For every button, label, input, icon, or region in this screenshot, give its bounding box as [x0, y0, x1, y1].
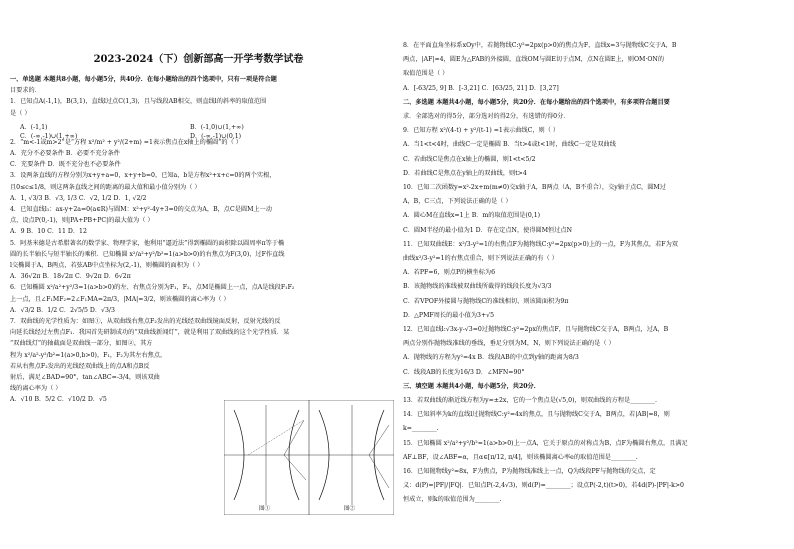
left-text-line: 1．已知点A(-1,1)，B(3,1)，直线l过点C(1,3)，且与线段AB相交，则直线l的斜率的取值范围: [10, 98, 267, 106]
exam-title: 2023-2024（下）创新部高一开学考数学试卷: [93, 54, 304, 65]
left-text-line: A．36√2π B．18√2π C．9√2π D．6√2π: [10, 273, 131, 281]
left-text-line: 点，设点P(0,-1)，则|PA+PB+PC|的最大值为（ ）: [10, 217, 154, 225]
left-text-line: 4．已知直线l₁：ax-y+2a=0(a∈R)与圆M：x²+y²-4y+3=0的交点为A，B，点C是圆M上一动: [10, 206, 272, 213]
right-text-line: A．圆心M在直线x=1上 B．m的取值范围是(0,1): [403, 212, 541, 220]
right-text-line: 11．已知双曲线E：x²/3-y²=1的右焦点F为抛物线C:y²=2px(p>0)上的一点，F为其焦点，若F为双: [403, 240, 678, 248]
left-text-line: 圆的长半轴长与短半轴长的乘积．已知椭圆 x²/a²+y²/b²=1(a>b>0)的右焦点为F(3,0)，过F作直线: [10, 250, 285, 258]
right-text-line: 10．已知二次函数y=x²-2x+m(m≠0)交x轴于A，B两点（A，B不重合），交y轴于点C，圆M过: [403, 184, 666, 191]
left-text-line: 是（ ）: [10, 109, 31, 117]
right-text-line: 两点分别作抛物线准线的垂线，垂足分别为M，N，则下列说法正确的是（ ）: [403, 340, 615, 348]
right-text-line: C．若曲线C是焦点在x轴上的椭圆，则1<t<5/2: [403, 155, 536, 163]
right-text-line: 16．已知抛物线y²=8x，F为焦点，P为抛物线准线上一点，Q为线段PF与抛物线的交点，定: [403, 468, 656, 475]
right-text-line: 12．已知直线l:√3x-y-√3=0过抛物线C:y²=2px的焦点F，且与抛物线C交于A，B两点，过A，B: [403, 326, 669, 333]
right-text-line: 13．若双曲线的渐近线方程为y=±2x，它的一个焦点是(√5,0)，则双曲线的方程是________.: [403, 397, 657, 404]
figure-1-label: 图①: [259, 506, 271, 512]
left-text-line: 上一点，且∠F₁MF₂=2∠F₁MA=2π/3，|MA|=3/2，则该椭圆的离心率为（ ）: [10, 295, 230, 303]
q1-option-b: B．(-1,0)∪(1,+∞): [190, 124, 244, 131]
right-text-line: A．当1<t<4时，曲线C一定是椭圆 B．当t>4或t<1时，曲线C一定是双曲线: [403, 141, 616, 149]
right-text-line: 15．已知椭圆 x²/a²+y²/b²=1(a>b>0)上一点A，它关于原点的对称点为B，点F为椭圆右焦点，且满足: [403, 439, 688, 447]
left-text-line: 程为 x²/a²-y²/b²=1(a>0,b>0)，F₁，F₂为其左右焦点，: [10, 351, 167, 359]
right-text-line: A，B，C三点，下列说法正确的是（ ）: [403, 198, 512, 206]
left-text-line: “双曲线灯”的轴截面是双曲线一部分，如图②，其方: [10, 340, 153, 348]
right-text-line: D．若曲线C是焦点在y轴上的双曲线，则t>4: [403, 169, 527, 177]
left-text-line: l交椭圆于A，B两点，若弦AB中点坐标为(2,-1)，则椭圆的面积为（ ）: [10, 262, 204, 269]
right-text-line: A．若PF=6，则点P的横坐标为6: [403, 269, 496, 277]
left-text-line: 若从右焦点F₂发出的光线经双曲线上的点A和点B反: [10, 362, 150, 370]
right-text-line: A．抛物线的方程为y²=4x B．线段AB的中点到y轴的距离为8/3: [403, 354, 579, 362]
right-text-line: C．圆M半径的最小值为1 D．存在定点N，使得圆M恒过点N: [403, 226, 573, 234]
right-text-line: AF⊥BF，设∠ABF=α，且α∈[π/12, π/4]，则该椭圆离心率e的取值范围是________.: [403, 453, 638, 461]
left-text-line: 7．双曲线的光学性质为：如图①，从双曲线右焦点F₂发出的光线经双曲线镜面反射，反射光线的反: [10, 318, 281, 325]
left-text-line: A．9 B．10 C．11 D．12: [10, 228, 87, 236]
left-text-line: 射后，满足∠BAD=90°，tan∠ABC=-3/4，则该双曲: [10, 374, 160, 381]
left-text-line: 目要求的．: [10, 87, 41, 95]
left-text-line: 6．已知椭圆 x²/a²+y²/3=1(a>b>0)的左、右焦点分别为F₁，F₂，点M是椭圆上一点，点A是线段F₁F₂: [10, 284, 295, 292]
figure-2-label: 图②: [344, 506, 356, 512]
right-text-line: 求．全部选对的得5分，部分选对的得2分，有选错的得0分．: [403, 113, 570, 120]
right-text-line: 8．在平面直角坐标系xOy中，若抛物线C:y²=2px(p>0)的焦点为F，直线x=3与抛物线C交于A，B: [403, 42, 677, 49]
q1-option-d: D．(-∞,-1)∪(0,1): [190, 133, 242, 140]
right-text-line: C．若VPOF外接圆与抛物线C的准线相切，则该圆面积为9π: [403, 297, 569, 305]
left-text-line: 且0≤c≤1/8，则这两条直线之间的距离的最大值和最小值分别为（ ）: [10, 183, 201, 191]
right-text-line: A．[-63/25, 9] B．[-3,21] C．[63/25, 21] D．[3,27]: [403, 84, 559, 92]
left-text-line: A．√10 B．5/2 C．√10/2 D．√5: [10, 396, 107, 404]
hyperbola-figures: [224, 400, 394, 515]
right-text-line: C．线段AB的长度为16/3 D．∠MFN=90°: [403, 368, 525, 376]
right-text-line: D．△PMF周长的最小值为3+√5: [403, 311, 495, 319]
left-text-line: 线的离心率为（ ）: [10, 385, 62, 393]
right-text-line: 义：d(P)=|PF|/|FQ|．已知点P(-2,4√3)，则d(P)=________；设点P(-2,t)(t>0)，若4d(P)-|PF|-k>0: [403, 482, 684, 490]
q1-option-a: A．(-1,1): [20, 124, 48, 131]
right-text-line: 两点，|AF|=4，圆E为△FAB的外接圆，直线OM与圆E切于点M，点N在圆E上，则OM·ON的: [403, 56, 665, 64]
left-text-line: 2．“m<-1或m>2”是“方程 x²/m² + y²/(2+m) =1表示焦点在x轴上的椭圆”的（ ）: [10, 138, 242, 146]
right-text-line: 二、多选题 本题共4小题，每小题5分，共20分．在每小题给出的四个选项中，有多项符合题目要: [403, 98, 670, 106]
right-text-line: 9．已知方程 x²/(4-t) + y²/(t-1) =1表示曲线C，则（ ）: [403, 127, 560, 135]
right-text-line: k=________.: [403, 425, 439, 433]
left-text-line: 向延长线经过左焦点F₁．我国首先研制成功的“双曲线新闻灯”，就是利用了双曲线的这个光学性质．某: [10, 329, 290, 337]
left-text-line: 3．设两条直线的方程分别为x+y+a=0，x+y+b=0，已知a，b是方程x²+x+c=0的两个实根，: [10, 172, 276, 180]
right-text-line: 曲线x²/3-y²=1的右焦点重合，则下列说法正确的有（ ）: [403, 255, 558, 262]
left-text-line: A．充分不必要条件 B．必要不充分条件: [10, 150, 120, 157]
q1-option-c: C．(-∞,-1)∪(1,+∞): [20, 133, 78, 140]
right-text-line: B．该抛物线的准线被双曲线所截得的线段长度为√3/3: [403, 283, 552, 291]
left-text-line: 一、单选题 本题共8小题，每小题5分，共40分．在每小题给出的四个选项中，只有一项是符合题: [10, 76, 277, 83]
left-text-line: A．√3/2 B．1/2 C．2√5/5 D．√3/3: [10, 306, 115, 314]
left-text-line: C．充要条件 D．既不充分也不必要条件: [10, 161, 121, 169]
right-text-line: 14．已知斜率为k的直线l过抛物线C:y²=4x的焦点，且与抛物线C交于A，B两点，若|AB|=8，则: [403, 411, 670, 419]
left-text-line: A．1, √3/3 B．√3, 1/3 C．√2, 1/2 D．1, √2/2: [10, 194, 147, 202]
right-column: [397, 0, 794, 549]
right-text-line: 取值范围是（ ）: [403, 70, 449, 78]
right-text-line: 恒成立，则k的取值范围为________.: [403, 496, 502, 504]
left-text-line: 5．阿基米德是古希腊著名的数学家、物理学家，他利用“逼近法”得到椭圆的面积除以圆周率π等于椭: [10, 239, 285, 247]
right-text-line: 三、填空题 本题共4小题，每小题5分，共20分．: [403, 382, 540, 390]
